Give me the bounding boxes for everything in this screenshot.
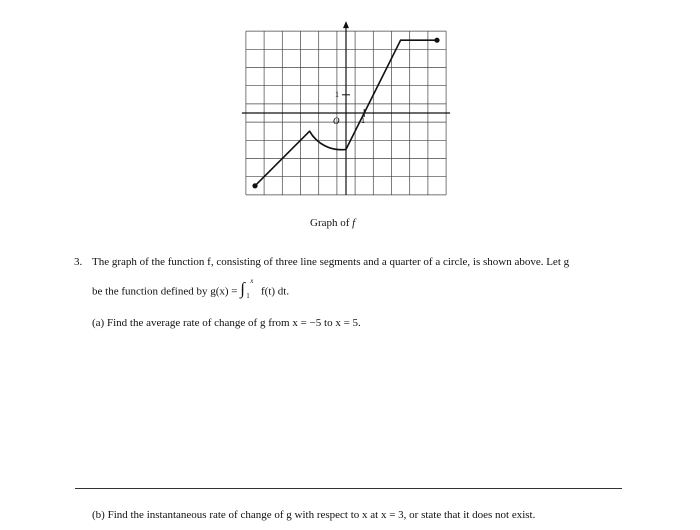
graph-of-f	[0, 0, 700, 240]
endpoint-dot-2	[434, 38, 439, 43]
integral-sign: ∫	[240, 279, 245, 298]
caption-function: f	[352, 217, 356, 229]
part-a: (a) Find the average rate of change of g from x = −5 to x = 5.	[92, 317, 361, 329]
intro-line2-end: f(t) dt.	[258, 285, 290, 298]
question-intro-line1: The graph of the function f, consisting of three line segments and a quarter of a circle, is shown above. Let g	[92, 256, 570, 268]
caption-prefix: Graph of	[310, 217, 353, 229]
y-axis-arrow-icon	[343, 21, 349, 28]
question-intro-line2	[92, 277, 290, 300]
question-number: 3.	[74, 256, 83, 268]
graph-caption	[310, 217, 355, 229]
integral-upper-limit: x	[250, 277, 254, 285]
origin-label: O	[333, 116, 340, 126]
y-tick-label-1: 1	[335, 90, 339, 99]
endpoint-dot-1	[252, 183, 257, 188]
axes	[242, 21, 450, 195]
intro-line2-start: be the function defined by g(x) =	[92, 285, 241, 298]
integral-lower-limit: 1	[246, 292, 250, 300]
part-b: (b) Find the instantaneous rate of change of g with respect to x at x = 3, or state that it does not exist.	[92, 509, 536, 521]
answer-divider	[75, 488, 622, 489]
x-tick-label-1: 1	[361, 116, 365, 125]
integral-expression	[240, 277, 258, 300]
